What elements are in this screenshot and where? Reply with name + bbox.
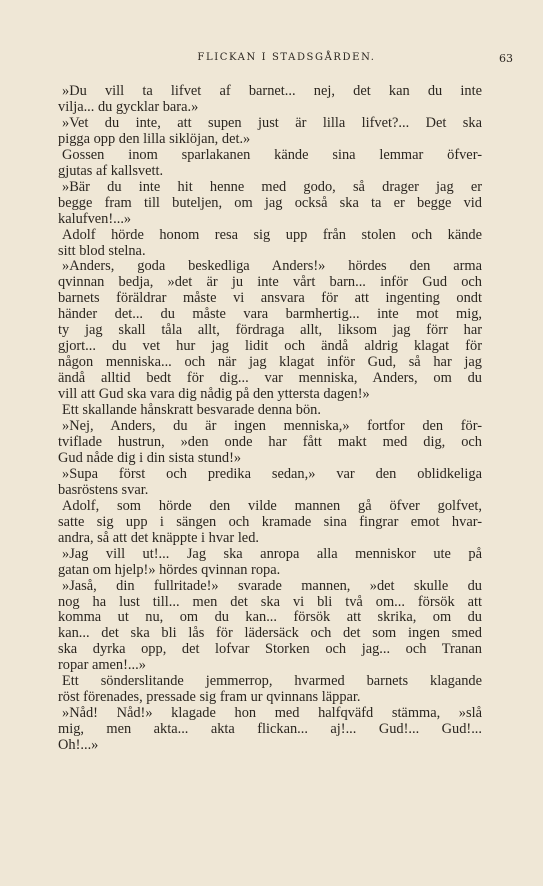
text-line: händer det... du måste vara barmhertig... inte mot mig, <box>58 306 482 323</box>
text-line: ska dyrka opp, det lofvar Storken och jag... och Tranan <box>58 641 482 658</box>
text-line: ty jag skall tåla allt, fördraga allt, liksom jag förr har <box>58 322 482 339</box>
text-line: ändå alltid bedt för dig... var menniska, Anders, om du <box>58 370 482 387</box>
paragraph <box>58 547 482 579</box>
text-line: röst förenades, pressade sig fram ur qvinnans läppar. <box>58 689 361 706</box>
text-line: komma ut nu, om du kan... försök att skrika, om du <box>58 609 482 626</box>
text-line: »Vet du inte, att supen just är lilla lifvet?... Det ska <box>62 114 482 131</box>
text-line: barnets föräldrar måste vi ansvara för att ingenting ondt <box>58 290 482 307</box>
text-line: någon menniska... och när jag klagat inför Gud, så har jag <box>58 354 482 371</box>
page-header <box>60 52 513 68</box>
text-line: »Jaså, din fullritade!» svarade mannen, »det skulle du <box>62 577 482 594</box>
text-line: vill att Gud ska vara dig nådig på den yttersta dagen!» <box>58 386 370 403</box>
text-line: andra, så att det knäppte i hvar led. <box>58 529 259 546</box>
text-line: gatan om hjelp!» hördes qvinnan ropa. <box>58 561 281 578</box>
text-line: Oh!...» <box>58 737 99 754</box>
page-number: 63 <box>499 52 513 65</box>
text-line: satte sig upp i sängen och kramade sina fingrar emot hvar- <box>58 513 482 530</box>
text-line: Ett skallande hånskratt besvarade denna bön. <box>62 402 321 419</box>
text-line: Ett sönderslitande jemmerrop, hvarmed barnets klagande <box>62 673 482 690</box>
text-line: »Nej, Anders, du är ingen menniska,» fortfor den för- <box>62 418 482 435</box>
text-line: ropar amen!...» <box>58 657 146 674</box>
paragraph <box>58 116 482 148</box>
text-line: gjutas af kallsvett. <box>58 162 164 179</box>
text-line: vilja... du gycklar bara.» <box>58 98 199 115</box>
body-text <box>58 84 482 754</box>
text-line: Gud nåde dig i din sista stund!» <box>58 449 242 466</box>
text-line: »Anders, goda beskedliga Anders!» hördes den arma <box>62 258 482 275</box>
text-line: tviflade hustrun, »den onde har fått makt med dig, och <box>58 433 482 450</box>
text-line: qvinnan bedja, »det är ju inte vårt barn... inför Gud och <box>58 274 482 291</box>
paragraph <box>58 259 482 403</box>
text-line: begge fram till buteljen, om jag också ska ta er begge vid <box>58 194 482 211</box>
text-line: »Supa först och predika sedan,» var den oblidkeliga <box>62 465 482 482</box>
text-line: »Nåd! Nåd!» klagade hon med halfqväfd stämma, »slå <box>62 705 482 722</box>
paragraph <box>58 579 482 675</box>
text-line: Adolf, som hörde den vilde mannen gå öfver golfvet, <box>62 497 482 514</box>
text-line: »Du vill ta lifvet af barnet... nej, det kan du inte <box>62 83 482 99</box>
text-line: basröstens svar. <box>58 481 149 498</box>
text-line: pigga opp den lilla siklöjan, det.» <box>58 130 251 147</box>
paragraph <box>58 467 482 499</box>
paragraph <box>58 84 482 116</box>
text-line: gjort... du vet hur jag lidit och ändå aldrig klagat för <box>58 338 482 355</box>
text-line: kan... det ska bli lås för lädersäck och det som ingen smed <box>58 625 482 642</box>
paragraph <box>58 403 482 419</box>
paragraph <box>58 228 482 260</box>
text-line: »Bär du inte hit henne med godo, så drager jag er <box>62 178 482 195</box>
paragraph <box>58 148 482 180</box>
text-line: mig, men akta... akta flickan... aj!... Gud!... Gud!... <box>58 721 482 738</box>
paragraph <box>58 419 482 467</box>
text-line: sitt blod stelna. <box>58 242 146 259</box>
text-line: Adolf hörde honom resa sig upp från stolen och kände <box>62 226 482 243</box>
paragraph <box>58 499 482 547</box>
text-line: »Jag vill ut!... Jag ska anropa alla menniskor ute på <box>62 545 482 562</box>
text-line: nog ha lust till... men det ska vi bli två om... försök att <box>58 593 482 610</box>
paragraph <box>58 180 482 228</box>
paragraph <box>58 706 482 754</box>
text-line: Gossen inom sparlakanen kände sina lemmar öfver- <box>62 146 482 163</box>
text-line: kalufven!...» <box>58 210 132 227</box>
paragraph <box>58 674 482 706</box>
running-title: FLICKAN I STADSGÅRDEN. <box>197 52 376 63</box>
